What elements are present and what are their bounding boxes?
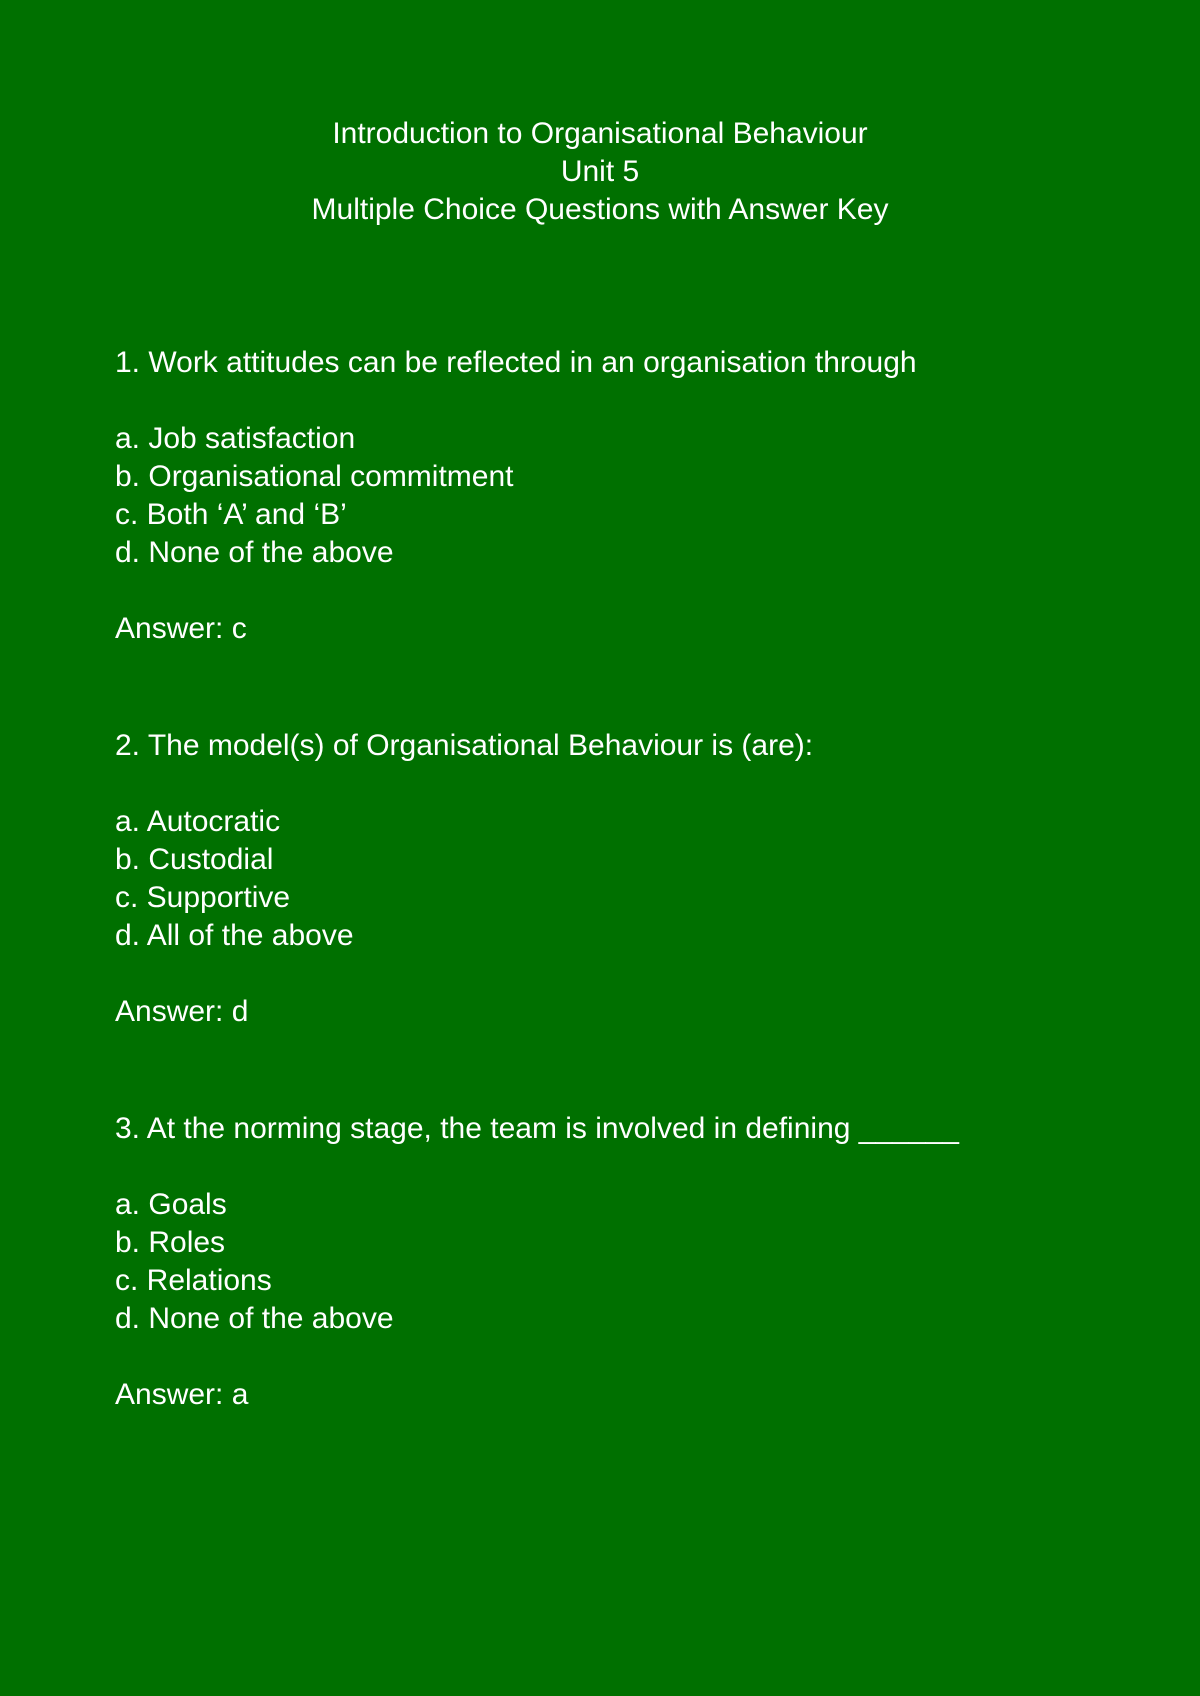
question-1 — [115, 344, 1115, 648]
option-d: d. All of the above — [115, 919, 354, 952]
option-c: c. Supportive — [115, 881, 291, 914]
answer-label: Answer: c — [115, 612, 247, 645]
question-text: 2. The model(s) of Organisational Behaviour is (are): — [115, 729, 814, 762]
question-3 — [115, 1110, 1115, 1414]
document-header — [0, 115, 1200, 229]
question-text: 1. Work attitudes can be reflected in an organisation through — [115, 346, 917, 379]
answer-label: Answer: a — [115, 1378, 249, 1411]
option-b: b. Organisational commitment — [115, 460, 514, 493]
option-a: a. Goals — [115, 1188, 227, 1221]
option-b: b. Custodial — [115, 843, 274, 876]
option-d: d. None of the above — [115, 1302, 394, 1335]
document-subtitle: Multiple Choice Questions with Answer Key — [311, 193, 889, 226]
question-text: 3. At the norming stage, the team is involved in defining ______ — [115, 1112, 959, 1145]
answer-label: Answer: d — [115, 995, 249, 1028]
unit-label: Unit 5 — [560, 155, 640, 188]
option-a: a. Autocratic — [115, 805, 281, 838]
option-a: a. Job satisfaction — [115, 422, 356, 455]
option-b: b. Roles — [115, 1226, 226, 1259]
option-c: c. Relations — [115, 1264, 272, 1297]
option-d: d. None of the above — [115, 536, 394, 569]
option-c: c. Both ‘A’ and ‘B’ — [115, 498, 347, 531]
question-2 — [115, 727, 1115, 1031]
document-title: Introduction to Organisational Behaviour — [332, 117, 868, 150]
